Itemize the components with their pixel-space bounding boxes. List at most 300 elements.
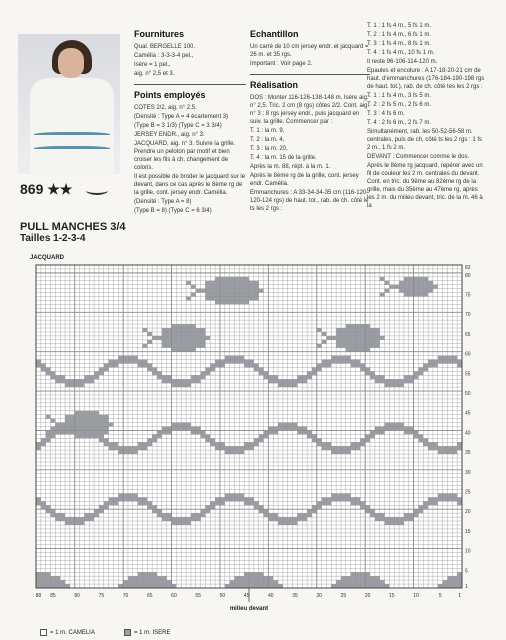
motif-cell [55, 423, 60, 427]
motif-cell [264, 513, 269, 517]
motif-cell [452, 493, 457, 497]
motif-cell [249, 576, 254, 580]
motif-cell [433, 501, 438, 505]
realisation-para: T. 4 : la m. 15 de la grille. [250, 155, 317, 161]
motif-cell [215, 446, 220, 450]
motif-cell [452, 497, 457, 501]
motif-cell [360, 584, 365, 588]
motif-cell [157, 576, 162, 580]
motif-cell [196, 344, 201, 348]
motif-cell [452, 356, 457, 360]
motif-cell [356, 446, 361, 450]
motif-cell [109, 497, 114, 501]
motif-cell [186, 324, 191, 328]
motif-cell [51, 509, 56, 513]
x-tick-label: 80 [74, 593, 80, 599]
motif-cell [181, 336, 186, 340]
motif-cell [336, 497, 341, 501]
motif-cell [394, 517, 399, 521]
motif-cell [254, 297, 259, 301]
motif-cell [239, 277, 244, 281]
motif-cell [157, 430, 162, 434]
motif-cell [186, 521, 191, 525]
echantillon-line: Un carré de 10 cm jersey endr. et jacquard = 26 m. et 35 rgs. [250, 44, 369, 58]
motif-cell [230, 297, 235, 301]
motif-cell [249, 442, 254, 446]
motif-cell [365, 580, 370, 584]
motif-cell [249, 572, 254, 576]
motif-cell [341, 360, 346, 364]
motif-cell [254, 580, 259, 584]
motif-cell [302, 513, 307, 517]
motif-cell [36, 363, 41, 367]
motif-cell [128, 497, 133, 501]
motif-cell [36, 446, 41, 450]
motif-cell [254, 293, 259, 297]
motif-cell [157, 509, 162, 513]
motif-cell [60, 375, 65, 379]
motif-cell [230, 493, 235, 497]
motif-cell [346, 324, 351, 328]
motif-cell [322, 501, 327, 505]
motif-cell [399, 289, 404, 293]
motif-cell [118, 450, 123, 454]
motif-cell [418, 367, 423, 371]
points-heading: Points employés [134, 84, 246, 101]
echantillon-line: Important : Voir page 2. [250, 61, 313, 67]
motif-cell [99, 367, 104, 371]
motif-cell [457, 576, 462, 580]
motif-cell [297, 430, 302, 434]
motif-cell [399, 379, 404, 383]
motif-cell [143, 360, 148, 364]
motif-cell [84, 427, 89, 431]
motif-cell [423, 289, 428, 293]
motif-cell [201, 430, 206, 434]
motif-cell [356, 348, 361, 352]
motif-cell [239, 297, 244, 301]
motif-cell [80, 383, 85, 387]
motif-cell [447, 356, 452, 360]
motif-cell [380, 379, 385, 383]
motif-cell [438, 493, 443, 497]
motif-cell [186, 297, 191, 301]
motif-cell [230, 446, 235, 450]
motif-cell [152, 434, 157, 438]
motif-cell [147, 367, 152, 371]
motif-cell [162, 336, 167, 340]
motif-cell [268, 517, 273, 521]
motif-cell [254, 505, 259, 509]
motif-cell [326, 363, 331, 367]
motif-cell [297, 375, 302, 379]
motif-cell [215, 281, 220, 285]
motif-cell [239, 285, 244, 289]
motif-cell [356, 497, 361, 501]
motif-cell [351, 340, 356, 344]
motif-cell [249, 281, 254, 285]
motif-cell [259, 584, 264, 588]
motif-cell [104, 423, 109, 427]
motif-cell [341, 493, 346, 497]
motif-cell [55, 576, 60, 580]
motif-cell [75, 379, 80, 383]
motif-cell [302, 375, 307, 379]
motif-cell [109, 360, 114, 364]
x-tick-label: 85 [50, 593, 56, 599]
motif-cell [84, 379, 89, 383]
motif-cell [94, 375, 99, 379]
motif-cell [225, 450, 230, 454]
motif-cell [302, 430, 307, 434]
motif-cell [157, 584, 162, 588]
motif-cell [128, 356, 133, 360]
motif-cell [404, 289, 409, 293]
motif-cell [113, 363, 118, 367]
pattern-sizes: Tailles 1-2-3-4 [20, 233, 86, 244]
y-tick-label: 80 [465, 272, 471, 279]
motif-cell [346, 446, 351, 450]
motif-cell [293, 383, 298, 387]
motif-cell [191, 332, 196, 336]
motif-cell [447, 450, 452, 454]
motif-cell [113, 442, 118, 446]
motif-cell [239, 293, 244, 297]
motif-cell [41, 584, 46, 588]
motif-cell [268, 513, 273, 517]
legend-item-isere [124, 629, 171, 636]
motif-cell [191, 344, 196, 348]
motif-cell [414, 371, 419, 375]
motif-cell [336, 493, 341, 497]
motif-cell [322, 442, 327, 446]
motif-cell [60, 513, 65, 517]
motif-cell [346, 497, 351, 501]
motif-cell [273, 584, 278, 588]
y-tick-label: 45 [465, 410, 471, 417]
motif-cell [176, 521, 181, 525]
motif-cell [167, 580, 172, 584]
motif-cell [399, 521, 404, 525]
motif-cell [60, 580, 65, 584]
motif-cell [399, 383, 404, 387]
motif-cell [418, 281, 423, 285]
motif-cell [457, 572, 462, 576]
motif-cell [147, 584, 152, 588]
motif-cell [51, 375, 56, 379]
motif-cell [70, 430, 75, 434]
motif-cell [109, 446, 114, 450]
motif-cell [60, 379, 65, 383]
motif-cell [167, 427, 172, 431]
motif-cell [404, 427, 409, 431]
motif-cell [249, 584, 254, 588]
motif-cell [167, 336, 172, 340]
motif-cell [143, 344, 148, 348]
motif-cell [409, 513, 414, 517]
motif-cell [46, 415, 51, 419]
motif-cell [365, 509, 370, 513]
motif-cell [80, 423, 85, 427]
motif-cell [317, 367, 322, 371]
motif-cell [138, 580, 143, 584]
motif-cell [65, 430, 70, 434]
motif-cell [346, 356, 351, 360]
motif-cell [404, 513, 409, 517]
motif-cell [191, 293, 196, 297]
motif-cell [162, 340, 167, 344]
motif-cell [322, 446, 327, 450]
motif-cell [94, 434, 99, 438]
motif-cell [239, 300, 244, 304]
motif-cell [201, 513, 206, 517]
motif-cell [365, 572, 370, 576]
motif-cell [341, 340, 346, 344]
y-tick-label: 10 [465, 548, 471, 555]
motif-cell [244, 289, 249, 293]
motif-cell [380, 517, 385, 521]
motif-cell [244, 285, 249, 289]
motif-cell [409, 289, 414, 293]
motif-cell [370, 371, 375, 375]
motif-cell [346, 344, 351, 348]
motif-cell [143, 446, 148, 450]
motif-cell [80, 427, 85, 431]
motif-cell [283, 383, 288, 387]
motif-cell [351, 332, 356, 336]
motif-cell [99, 505, 104, 509]
motif-cell [307, 513, 312, 517]
motif-cell [191, 340, 196, 344]
motif-cell [239, 356, 244, 360]
realisation-para: Après la m. 88, répt. à la m. 1. [250, 164, 331, 170]
motif-cell [205, 281, 210, 285]
col3-para: Simultanément, rab. les 50-52-56-58 m. centrales, puis de ch. côté ts les 2 rgs : 1 fs 2 m., 1 fs 2 m. [367, 129, 483, 151]
motif-cell [433, 497, 438, 501]
fournitures-line: Isère = 1 pel., [134, 62, 171, 68]
motif-cell [186, 336, 191, 340]
motif-cell [89, 379, 94, 383]
motif-cell [225, 293, 230, 297]
motif-cell [409, 277, 414, 281]
motif-cell [104, 415, 109, 419]
col3-para: T. 1 : 1 fs 4 m., 5 fs 1 m. [367, 23, 432, 29]
motif-cell [336, 340, 341, 344]
fournitures-line: Qual. BERGELLE 100. [134, 44, 196, 50]
motif-cell [389, 521, 394, 525]
motif-cell [157, 375, 162, 379]
motif-cell [89, 434, 94, 438]
motif-cell [167, 430, 172, 434]
motif-cell [259, 576, 264, 580]
motif-cell [147, 442, 152, 446]
motif-cell [365, 584, 370, 588]
motif-cell [138, 363, 143, 367]
motif-cell [302, 379, 307, 383]
motif-cell [244, 277, 249, 281]
motif-cell [428, 285, 433, 289]
motif-cell [249, 285, 254, 289]
motif-cell [94, 513, 99, 517]
motif-cell [80, 517, 85, 521]
motif-cell [254, 572, 259, 576]
motif-cell [84, 513, 89, 517]
motif-cell [273, 375, 278, 379]
motif-cell [370, 430, 375, 434]
motif-cell [399, 423, 404, 427]
motif-cell [331, 497, 336, 501]
col3-para: T. 2 : 2 fs 5 m., 2 fs 6 m. [367, 102, 432, 108]
motif-cell [409, 379, 414, 383]
col3-para: Il reste 96-106-114-120 m. [367, 59, 438, 65]
motif-cell [254, 363, 259, 367]
motif-cell [360, 344, 365, 348]
motif-cell [259, 438, 264, 442]
motif-cell [399, 281, 404, 285]
motif-cell [215, 501, 220, 505]
motif-cell [365, 332, 370, 336]
motif-cell [162, 513, 167, 517]
motif-cell [225, 584, 230, 588]
motif-cell [418, 289, 423, 293]
motif-cell [452, 450, 457, 454]
motif-cell [244, 300, 249, 304]
motif-cell [404, 430, 409, 434]
motif-cell [428, 497, 433, 501]
motif-cell [230, 360, 235, 364]
motif-cell [336, 344, 341, 348]
motif-cell [46, 509, 51, 513]
motif-cell [317, 501, 322, 505]
motif-cell [215, 289, 220, 293]
motif-cell [89, 419, 94, 423]
motif-cell [220, 360, 225, 364]
motif-cell [447, 446, 452, 450]
motif-cell [181, 344, 186, 348]
motif-cell [123, 584, 128, 588]
motif-cell [244, 297, 249, 301]
motif-cell [109, 501, 114, 505]
motif-cell [75, 427, 80, 431]
motif-cell [123, 356, 128, 360]
motif-cell [356, 340, 361, 344]
motif-cell [162, 584, 167, 588]
motif-cell [360, 442, 365, 446]
motif-cell [186, 517, 191, 521]
motif-cell [55, 379, 60, 383]
motif-cell [191, 517, 196, 521]
motif-cell [447, 360, 452, 364]
motif-cell [331, 360, 336, 364]
motif-cell [317, 505, 322, 509]
motif-cell [65, 415, 70, 419]
motif-cell [365, 438, 370, 442]
motif-cell [157, 580, 162, 584]
motif-cell [162, 379, 167, 383]
motif-cell [370, 584, 375, 588]
motif-cell [264, 375, 269, 379]
motif-cell [230, 584, 235, 588]
y-tick-label: 55 [465, 371, 471, 378]
motif-cell [147, 576, 152, 580]
motif-cell [457, 360, 462, 364]
motif-cell [418, 505, 423, 509]
motif-cell [341, 328, 346, 332]
x-tick-label: 65 [146, 593, 153, 599]
motif-cell [457, 442, 462, 446]
motif-cell [225, 300, 230, 304]
motif-cell [423, 438, 428, 442]
motif-cell [385, 289, 390, 293]
motif-cell [196, 336, 201, 340]
motif-cell [143, 501, 148, 505]
fournitures-heading: Fournitures [134, 29, 185, 39]
motif-cell [457, 501, 462, 505]
motif-cell [423, 277, 428, 281]
motif-cell [70, 521, 75, 525]
motif-cell [191, 324, 196, 328]
motif-cell [191, 427, 196, 431]
motif-cell [351, 363, 356, 367]
motif-cell [375, 430, 380, 434]
motif-cell [346, 584, 351, 588]
motif-cell [225, 289, 230, 293]
motif-cell [365, 434, 370, 438]
motif-cell [176, 383, 181, 387]
motif-cell [55, 427, 60, 431]
motif-cell [249, 580, 254, 584]
motif-cell [113, 360, 118, 364]
motif-cell [167, 332, 172, 336]
motif-cell [307, 430, 312, 434]
y-tick-label: 82 [465, 264, 471, 271]
motif-cell [143, 580, 148, 584]
motif-cell [230, 580, 235, 584]
motif-cell [293, 427, 298, 431]
motif-cell [172, 521, 177, 525]
motif-cell [201, 371, 206, 375]
motif-cell [234, 289, 239, 293]
motif-cell [326, 442, 331, 446]
motif-cell [336, 332, 341, 336]
points-para: JACQUARD, aig. n° 3. Suivre la grille. Prendre un peloton par motif et bien croiser les fils à ch. changement de coloris. [134, 141, 236, 171]
motif-cell [385, 427, 390, 431]
motif-cell [51, 419, 56, 423]
x-tick-label: 50 [219, 593, 226, 599]
motif-cell [341, 336, 346, 340]
motif-cell [239, 446, 244, 450]
motif-cell [399, 517, 404, 521]
motif-cell [147, 332, 152, 336]
motif-cell [172, 379, 177, 383]
motif-cell [99, 427, 104, 431]
motif-cell [264, 371, 269, 375]
motif-cell [162, 580, 167, 584]
motif-cell [322, 363, 327, 367]
motif-cell [181, 383, 186, 387]
motif-cell [172, 383, 177, 387]
motif-cell [128, 450, 133, 454]
motif-cell [55, 584, 60, 588]
motif-cell [423, 363, 428, 367]
motif-cell [244, 497, 249, 501]
motif-cell [210, 297, 215, 301]
motif-cell [326, 446, 331, 450]
motif-cell [94, 411, 99, 415]
motif-cell [89, 517, 94, 521]
motif-cell [205, 289, 210, 293]
motif-cell [176, 324, 181, 328]
